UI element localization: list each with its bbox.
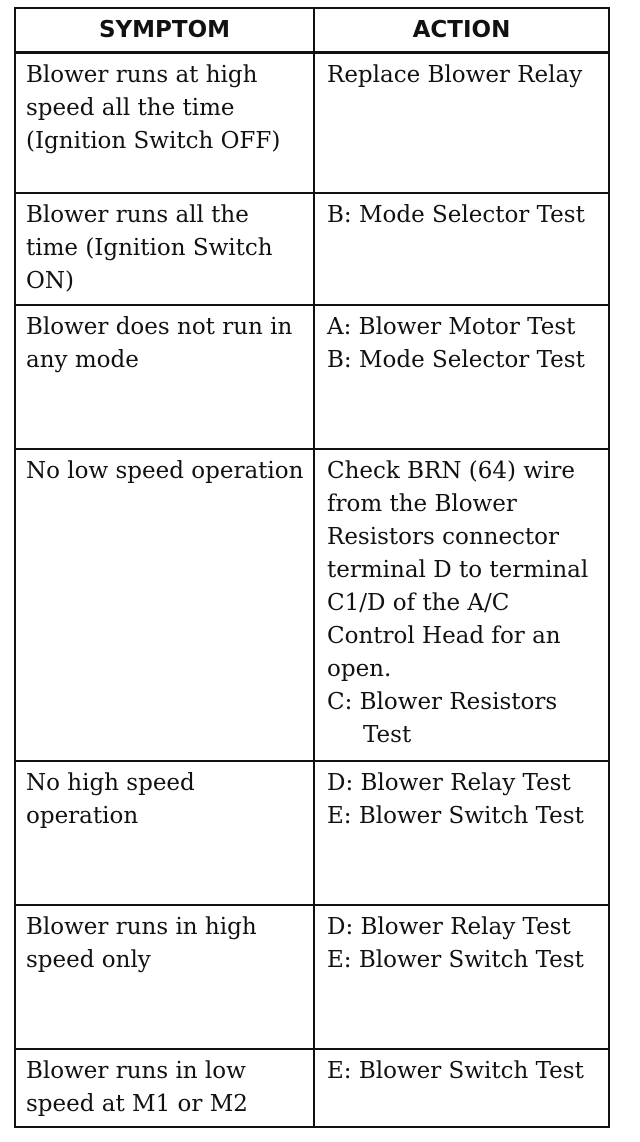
action-step: B: Mode Selector Test [327, 201, 585, 228]
action-step: E: Blower Switch Test [327, 802, 584, 829]
table-row [16, 905, 608, 1049]
action-cell [314, 53, 608, 193]
action-cell [314, 761, 608, 905]
table-row [16, 305, 608, 449]
table-row [16, 53, 608, 193]
action-step: B: Mode Selector Test [327, 346, 585, 373]
action-cell [314, 305, 608, 449]
table-header-row [16, 9, 608, 53]
diagnostic-table [16, 9, 608, 1126]
action-cell [314, 905, 608, 1049]
symptom-cell: No high speed operation [16, 761, 314, 905]
table-row [16, 761, 608, 905]
action-cell [314, 193, 608, 305]
action-step: E: Blower Switch Test [327, 946, 584, 973]
table-row [16, 449, 608, 761]
symptom-cell: Blower runs in low speed at M1 or M2 [26, 1057, 248, 1117]
symptom-column-header: SYMPTOM [16, 9, 314, 53]
symptom-cell: Blower runs all the time (Ignition Switch ON) [16, 193, 314, 305]
action-text: Replace Blower Relay [327, 62, 583, 88]
symptom-action-table [14, 7, 610, 1128]
action-cell [314, 1049, 608, 1126]
action-cell [314, 449, 608, 761]
action-step: E: Blower Switch Test [327, 1057, 584, 1084]
symptom-cell: Blower does not run in any mode [16, 305, 314, 449]
symptom-cell: No low speed operation [16, 449, 314, 761]
action-step: C: Blower Resistors Test [327, 688, 558, 748]
action-step: A: Blower Motor Test [327, 313, 576, 340]
action-text: Check BRN (64) wire from the Blower Resistors connector terminal D to terminal C1/D of the A/C Control Head for an open. [327, 457, 589, 682]
action-step: D: Blower Relay Test [327, 913, 571, 940]
action-step: D: Blower Relay Test [327, 769, 571, 796]
symptom-cell: Blower runs at high speed all the time (Ignition Switch OFF) [16, 53, 314, 193]
table-row [16, 1049, 608, 1126]
table-row [16, 193, 608, 305]
action-column-header: ACTION [314, 9, 608, 53]
symptom-cell: Blower runs in high speed only [16, 905, 314, 1049]
